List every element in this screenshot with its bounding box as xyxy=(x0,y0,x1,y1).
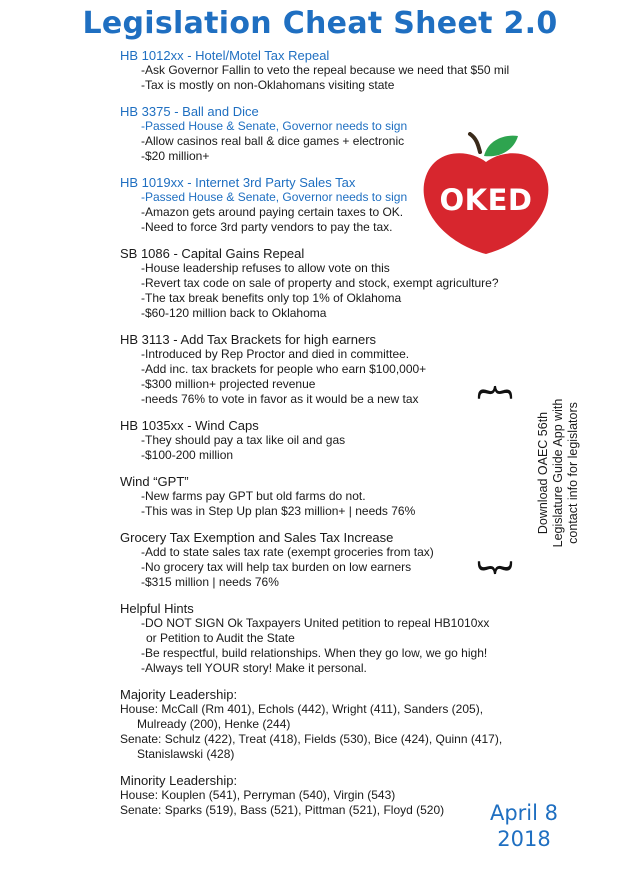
section-line: -New farms pay GPT but old farms do not. xyxy=(141,489,366,503)
majority-senate-line1: Senate: Schulz (422), Treat (418), Fields (530), Bice (424), Quinn (417), xyxy=(120,732,503,746)
section-line: -$20 million+ xyxy=(141,149,210,163)
leaf-icon xyxy=(484,136,518,157)
section-line: -$100-200 million xyxy=(141,448,234,462)
section-heading: HB 1035xx - Wind Caps xyxy=(120,418,259,433)
section-heading: Helpful Hints xyxy=(120,601,194,616)
section-line: -Revert tax code on sale of property and stock, exempt agriculture? xyxy=(141,276,499,290)
bill-section xyxy=(120,246,560,321)
section-heading: SB 1086 - Capital Gains Repeal xyxy=(120,246,305,261)
majority-senate-line2: Stanislawski (428) xyxy=(137,747,235,761)
majority-house xyxy=(120,702,560,732)
section-line: -Ask Governor Fallin to veto the repeal because we need that $50 mil xyxy=(141,63,510,77)
oked-apple-logo xyxy=(418,132,554,256)
section-line: -DO NOT SIGN Ok Taxpayers United petition to repeal HB1010xx xyxy=(141,616,490,630)
majority-senate xyxy=(120,732,560,762)
download-note-text xyxy=(536,373,581,573)
bill-section xyxy=(120,48,560,93)
section-line: -$315 million | needs 76% xyxy=(141,575,279,589)
section-line: -No grocery tax will help tax burden on low earners xyxy=(141,560,412,574)
section-heading: HB 1012xx - Hotel/Motel Tax Repeal xyxy=(120,48,330,63)
date-line1: April 8 xyxy=(489,801,559,825)
section-line: -$300 million+ projected revenue xyxy=(141,377,316,391)
section-heading: Wind “GPT” xyxy=(120,474,189,489)
section-line: -Passed House & Senate, Governor needs to sign xyxy=(141,190,408,204)
section-line: -$60-120 million back to Oklahoma xyxy=(141,306,327,320)
section-line: -Need to force 3rd party vendors to pay the tax. xyxy=(141,220,393,234)
page-title: Legislation Cheat Sheet 2.0 xyxy=(82,6,558,41)
section-heading: Grocery Tax Exemption and Sales Tax Increase xyxy=(120,530,394,545)
section-line: -They should pay a tax like oil and gas xyxy=(141,433,346,447)
section-line: -Add inc. tax brackets for people who earn $100,000+ xyxy=(141,362,427,376)
section-line: -Allow casinos real ball & dice games + electronic xyxy=(141,134,405,148)
majority-leadership xyxy=(120,687,560,762)
section-line: or Petition to Audit the State xyxy=(146,631,295,645)
section-heading: HB 3113 - Add Tax Brackets for high earners xyxy=(120,332,377,347)
section-line: -Always tell YOUR story! Make it personal. xyxy=(141,661,367,675)
section-line: -House leadership refuses to allow vote on this xyxy=(141,261,390,275)
download-note-line2: Legislature Guide App with xyxy=(551,398,565,548)
section-line: -The tax break benefits only top 1% of Oklahoma xyxy=(141,291,402,305)
section-line: -Passed House & Senate, Governor needs to sign xyxy=(141,119,408,133)
minority-senate: Senate: Sparks (519), Bass (521), Pittman (521), Floyd (520) xyxy=(120,803,445,817)
section-line: -Add to state sales tax rate (exempt groceries from tax) xyxy=(141,545,434,559)
section-line: -needs 76% to vote in favor as it would be a new tax xyxy=(141,392,419,406)
majority-heading: Majority Leadership: xyxy=(120,687,238,702)
section-line: -Amazon gets around paying certain taxes to OK. xyxy=(141,205,404,219)
section-line: -Tax is mostly on non-Oklahomans visiting state xyxy=(141,78,395,92)
date-line2: 2018 xyxy=(497,827,551,851)
oked-logo-text: OKED xyxy=(439,183,533,217)
minority-heading: Minority Leadership: xyxy=(120,773,238,788)
download-note-line3: contact info for legislators xyxy=(566,402,580,544)
date-stamp xyxy=(486,800,562,852)
section-heading: HB 3375 - Ball and Dice xyxy=(120,104,259,119)
majority-house-line1: House: McCall (Rm 401), Echols (442), Wright (411), Sanders (205), xyxy=(120,702,484,716)
download-app-note xyxy=(478,363,580,601)
section-line: -Introduced by Rep Proctor and died in committee. xyxy=(141,347,410,361)
minority-house: House: Kouplen (541), Perryman (540), Virgin (543) xyxy=(120,788,396,802)
majority-house-line2: Mulready (200), Henke (244) xyxy=(137,717,291,731)
bill-section xyxy=(120,601,560,676)
brace-top-icon: ︷ xyxy=(478,363,512,403)
brace-bottom-icon: ︸ xyxy=(478,561,512,601)
section-line: -Be respectful, build relationships. When they go low, we go high! xyxy=(141,646,488,660)
download-note-line1: Download OAEC 56th xyxy=(536,411,550,535)
section-heading: HB 1019xx - Internet 3rd Party Sales Tax xyxy=(120,175,356,190)
section-line: -This was in Step Up plan $23 million+ | needs 76% xyxy=(141,504,416,518)
